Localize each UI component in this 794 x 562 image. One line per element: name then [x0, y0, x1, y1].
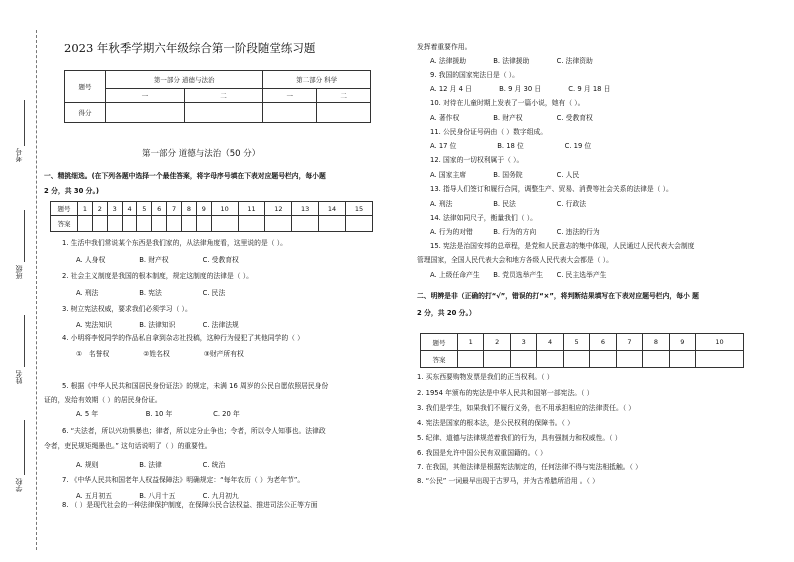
- question-line: 管理国家，全国人民代表大会和地方各级人民代表大会都是（ ）。: [417, 256, 613, 264]
- sec2-answer-cell[interactable]: [590, 351, 616, 368]
- question-line: 12. 国家的一切权利属于（ ）。: [430, 156, 524, 164]
- sec2-answer-cell[interactable]: [696, 351, 744, 368]
- question-line: 7. 《中华人民共和国老年人权益保障法》明确规定：“每年农历（ ）为老年节”。: [62, 476, 305, 484]
- question-line: A. 著作权 B. 财产权 C. 受教育权: [430, 114, 593, 122]
- sec1-tihao: 题号: [51, 202, 78, 216]
- sec2-num: 5: [563, 334, 589, 351]
- judgement-line: 3. 我们是学生，如果我们不履行义务，也不用承担相应的法律责任。（ ）: [417, 404, 636, 412]
- page-title: 2023 年秋季学期六年级综合第一阶段随堂练习题: [64, 41, 316, 55]
- question-line: A. 刑法 B. 宪法 C. 民法: [76, 289, 226, 297]
- xuexiao-line: [24, 420, 25, 475]
- sec1-num: 5: [137, 202, 152, 216]
- sec2-heading-line1: 二、明辨是非（正确的打“√”，错误的打“×”，将判断结果填写在下表对应题号栏内，每小 题: [417, 292, 699, 300]
- question-line: 6. “夫法者，所以兴功惧暴也；律者，所以定分止争也；令者，所以令人知事也。法律政: [62, 427, 326, 435]
- question-line: 10. 对待在儿童时期上发表了一篇小说，她有（ ）。: [430, 99, 585, 107]
- sec2-num: 7: [616, 334, 642, 351]
- sec1-answer-cell[interactable]: [196, 216, 211, 232]
- sec1-num: 10: [211, 202, 238, 216]
- xingming-line: [24, 315, 25, 367]
- question-line: A. 上级任命产生 B. 党员选举产生 C. 民主选举产生: [430, 271, 607, 279]
- sec1-num: 1: [78, 202, 93, 216]
- question-line: 发挥着重要作用。: [417, 43, 472, 51]
- judgement-line: 5. 纪律、道德与法律规范着我们的行为，具有强制力和权威性。（ ）: [417, 434, 622, 442]
- margin-label-banji: 班级: [15, 265, 23, 279]
- sec2-num: 8: [643, 334, 669, 351]
- score-sub: 一: [263, 89, 317, 103]
- sec1-answer-cell[interactable]: [238, 216, 265, 232]
- question-line: 1. 生活中我们常说某个东西是我们家的，从法律角度看，这里说的是（ ）。: [62, 239, 287, 247]
- sec1-answer-cell[interactable]: [319, 216, 346, 232]
- score-part2: 第二部分 科学: [263, 71, 371, 89]
- question-line: ① 名誉权 ②姓名权 ③财产所有权: [76, 350, 244, 358]
- judgement-line: 8. “公民” 一词最早出现于古罗马，并为古希腊所沿用 。（ ）: [417, 477, 599, 485]
- judgement-line: 1. 买东西要购物发票是我们的正当权利。（ ）: [417, 373, 554, 381]
- sec1-num: 4: [122, 202, 137, 216]
- judgement-line: 7. 在我国，其他法律是根据宪法制定的，任何法律不得与宪法相抵触。（ ）: [417, 463, 642, 471]
- sec2-answer-table: [420, 333, 744, 368]
- sec1-num: 3: [107, 202, 122, 216]
- sec1-answer-cell[interactable]: [167, 216, 182, 232]
- kaohao-line: [24, 100, 25, 146]
- score-tihao: 题号: [65, 71, 106, 103]
- sec1-answer-cell[interactable]: [122, 216, 137, 232]
- question-line: 4. 小明将李悦同学的作品私自拿到杂志社投稿，这种行为侵犯了其他同学的（ ）: [62, 334, 304, 342]
- question-line: A. 法律援助 B. 法律援助 C. 法律资助: [430, 57, 593, 65]
- sec1-heading-line2: 2 分，共 30 分。): [44, 187, 99, 195]
- sec1-num: 12: [265, 202, 292, 216]
- margin-label-xingming: 姓名: [15, 370, 23, 384]
- sec1-answer-cell[interactable]: [211, 216, 238, 232]
- banji-line: [24, 210, 25, 262]
- sec2-num: 10: [696, 334, 744, 351]
- score-cell[interactable]: [106, 103, 185, 123]
- sec1-num: 15: [345, 202, 372, 216]
- score-sub: 二: [184, 89, 263, 103]
- score-table: [64, 70, 371, 123]
- question-line: 5. 根据《中华人民共和国居民身份证法》的规定，未满 16 周岁的公民自愿依照居民身份: [62, 382, 329, 390]
- sec2-answer-cell[interactable]: [458, 351, 484, 368]
- question-line: A. 规则 B. 法律 C. 统治: [76, 461, 226, 469]
- margin-label-kaohao: 考号: [15, 148, 23, 162]
- question-line: A. 国家主席 B. 国务院 C. 人民: [430, 171, 580, 179]
- sec1-num: 6: [152, 202, 167, 216]
- sec1-answer-cell[interactable]: [182, 216, 197, 232]
- question-line: A. 宪法知识 B. 法律知识 C. 法律法规: [76, 321, 239, 329]
- sec1-answer-cell[interactable]: [265, 216, 292, 232]
- sec2-heading-line2: 2 分，共 20 分。）: [417, 309, 476, 317]
- score-sub: 二: [317, 89, 371, 103]
- judgement-line: 6. 我国是允许中国公民有双重国籍的。（ ）: [417, 449, 547, 457]
- sec1-num: 7: [167, 202, 182, 216]
- sec2-answer-cell[interactable]: [669, 351, 695, 368]
- sec2-answer-cell[interactable]: [484, 351, 510, 368]
- sec1-heading-line1: 一、精挑细选。(在下列各题中选择一个最佳答案，将字母序号填在下表对应题号栏内，每小题: [44, 172, 326, 180]
- question-line: 14. 法律如同尺子，衡量我们（ ）。: [430, 214, 537, 222]
- question-line: A. 17 位 B. 18 位 C. 19 位: [430, 142, 592, 150]
- question-line: A. 12 月 4 日 B. 9 月 30 日 C. 9 月 18 日: [430, 85, 611, 93]
- binding-line: [36, 30, 37, 550]
- question-line: 13. 指导人们签订和履行合同，调整生产、贸易、消费等社会关系的法律是（ ）。: [430, 185, 673, 193]
- sec1-num: 8: [182, 202, 197, 216]
- sec1-num: 14: [319, 202, 346, 216]
- judgement-line: 2. 1954 年颁布的宪法是中华人民共和国第一部宪法。（ ）: [417, 389, 594, 397]
- sec1-answer-table: [50, 201, 373, 232]
- question-line: A. 5 年 B. 10 年 C. 20 年: [76, 410, 240, 418]
- sec1-answer-cell[interactable]: [152, 216, 167, 232]
- sec1-answer-cell[interactable]: [78, 216, 93, 232]
- sec2-answer-cell[interactable]: [563, 351, 589, 368]
- question-line: A. 行为的对错 B. 行为的方向 C. 违法的行为: [430, 228, 600, 236]
- score-cell[interactable]: [317, 103, 371, 123]
- sec1-num: 9: [196, 202, 211, 216]
- sec2-answer-cell[interactable]: [510, 351, 536, 368]
- question-line: 2. 社会主义制度是我国的根本制度，规定这制度的法律是（ ）。: [62, 272, 253, 280]
- score-defen: 得分: [65, 103, 106, 123]
- question-line: 9. 我国的国家宪法日是（ ）。: [430, 71, 519, 79]
- sec1-num: 2: [92, 202, 107, 216]
- question-line: A. 人身权 B. 财产权 C. 受教育权: [76, 256, 239, 264]
- question-line: 8. （ ）是现代社会的一种法律保护制度，在保障公民合法权益、推进司法公正等方面: [62, 501, 318, 509]
- margin-label-xuexiao: 学校: [15, 478, 23, 492]
- question-line: 令者，吏民规矩绳墨也。” 这句话说明了（ ）的重要性。: [44, 442, 212, 450]
- score-cell[interactable]: [263, 103, 317, 123]
- question-line: 11. 公民身份证号码由（ ）数字组成。: [430, 128, 548, 136]
- question-line: A. 刑法 B. 民法 C. 行政法: [430, 200, 587, 208]
- sec2-daan: 答案: [421, 351, 458, 368]
- sec1-num: 11: [238, 202, 265, 216]
- score-part1: 第一部分 道德与法治: [106, 71, 263, 89]
- sec2-tihao: 题号: [421, 334, 458, 351]
- score-sub: 一: [106, 89, 185, 103]
- sec2-answer-cell[interactable]: [643, 351, 669, 368]
- judgement-line: 4. 宪法是国家的根本法，是公民权利的保障书。（ ）: [417, 419, 574, 427]
- sec2-num: 4: [537, 334, 563, 351]
- question-line: 15. 宪法是治国安邦的总章程，是党和人民意志的集中体现，人民通过人民代表大会制度: [430, 242, 695, 250]
- sec1-daan: 答案: [51, 216, 78, 232]
- sec1-answer-cell[interactable]: [345, 216, 372, 232]
- question-line: A. 五月初五 B. 八月十五 C. 九月初九: [76, 492, 239, 500]
- sec2-answer-cell[interactable]: [616, 351, 642, 368]
- sec1-answer-cell[interactable]: [92, 216, 107, 232]
- sec1-num: 13: [292, 202, 319, 216]
- sec1-answer-cell[interactable]: [137, 216, 152, 232]
- sec2-num: 3: [510, 334, 536, 351]
- sec2-num: 1: [458, 334, 484, 351]
- sec2-num: 6: [590, 334, 616, 351]
- sec1-answer-cell[interactable]: [292, 216, 319, 232]
- part1-heading: 第一部分 道德与法治（50 分）: [142, 149, 261, 159]
- question-line: 证的，发给有效期（ ）的居民身份证。: [44, 396, 162, 404]
- sec2-num: 9: [669, 334, 695, 351]
- question-line: 3. 树立宪法权威，要求我们必须学习（ ）。: [62, 305, 192, 313]
- sec2-answer-cell[interactable]: [537, 351, 563, 368]
- sec2-num: 2: [484, 334, 510, 351]
- score-cell[interactable]: [184, 103, 263, 123]
- sec1-answer-cell[interactable]: [107, 216, 122, 232]
